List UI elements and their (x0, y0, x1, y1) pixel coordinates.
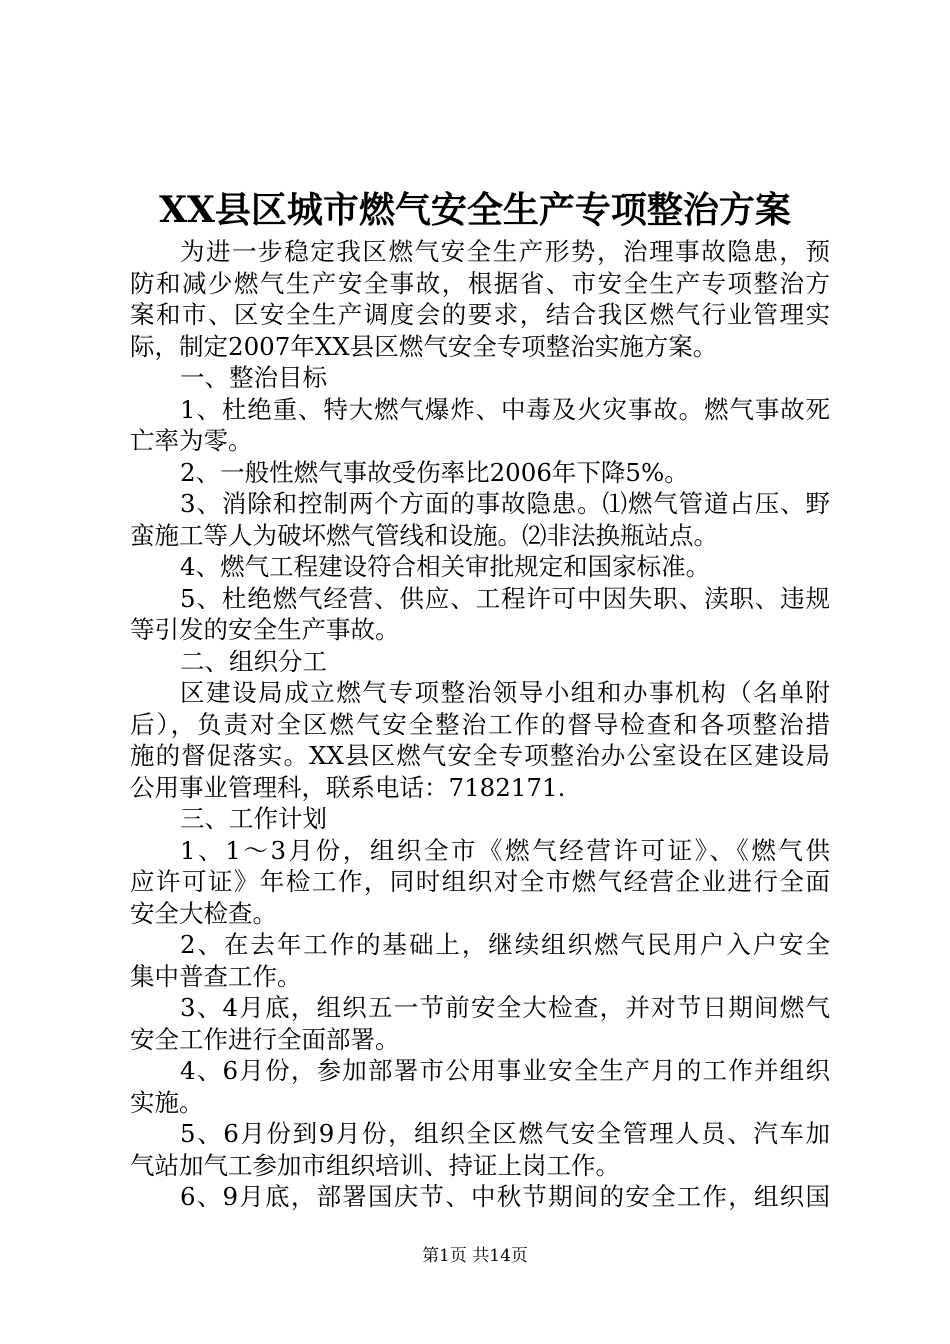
text-line: 区建设局成立燃气专项整治领导小组和办事机构（名单附 (180, 678, 830, 707)
text-line: 公用事业管理科，联系电话：7182171. (130, 772, 566, 802)
page-number-footer: 第1页 共14页 (422, 1246, 528, 1266)
text-line: 实施。 (130, 1087, 204, 1117)
document-body (130, 236, 830, 1213)
text-line: 6、9月底，部署国庆节、中秋节期间的安全工作，组织国 (180, 1182, 830, 1211)
text-line: 5、杜绝燃气经营、供应、工程许可中因失职、渎职、违规 (180, 583, 830, 613)
text-line: 4、燃气工程建设符合相关审批规定和国家标准。 (180, 552, 711, 581)
text-line: 安全大检查。 (130, 898, 277, 928)
text-line: 5、6月份到9月份，组织全区燃气安全管理人员、汽车加 (180, 1119, 830, 1148)
document-title: XX县区城市燃气安全生产专项整治方案 (159, 189, 791, 231)
text-line: 亡率为零。 (130, 426, 253, 455)
text-line: 后），负责对全区燃气安全整治工作的督导检查和各项整治措 (130, 709, 830, 739)
text-line: 2、一般性燃气事故受伤率比2006年下降5%。 (180, 457, 689, 487)
text-line: 防和减少燃气生产安全事故，根据省、市安全生产专项整治方 (130, 268, 830, 298)
text-line: 1、1～3月份，组织全市《燃气经营许可证》、《燃气供 (180, 835, 830, 865)
section-heading: 二、组织分工 (180, 646, 327, 676)
text-line: 4、6月份，参加部署市公用事业安全生产月的工作并组织 (180, 1056, 830, 1085)
text-line: 气站加气工参加市组织培训、持证上岗工作。 (130, 1150, 620, 1180)
text-line: 3、消除和控制两个方面的事故隐患。⑴燃气管道占压、野 (180, 489, 830, 518)
text-line: 集中普查工作。 (130, 961, 302, 991)
text-line: 案和市、区安全生产调度会的要求，结合我区燃气行业管理实 (130, 300, 830, 329)
section-heading: 一、整治目标 (180, 363, 327, 392)
text-line: 等引发的安全生产事故。 (130, 615, 400, 644)
text-line: 施的督促落实。XX县区燃气安全专项整治办公室设在区建设局 (130, 741, 830, 770)
text-line: 1、杜绝重、特大燃气爆炸、中毒及火灾事故。燃气事故死 (180, 394, 830, 424)
text-line: 安全工作进行全面部署。 (130, 1024, 400, 1054)
text-line: 2、在去年工作的基础上，继续组织燃气民用户入户安全 (180, 930, 830, 959)
text-line: 蛮施工等人为破坏燃气管线和设施。⑵非法换瓶站点。 (130, 520, 718, 550)
text-line: 为进一步稳定我区燃气安全生产形势，治理事故隐患，预 (180, 237, 830, 266)
text-line: 际，制定2007年XX县区燃气安全专项整治实施方案。 (130, 331, 718, 361)
section-heading: 三、工作计划 (180, 804, 327, 833)
text-line: 应许可证》年检工作，同时组织对全市燃气经营企业进行全面 (130, 867, 830, 896)
text-line: 3、4月底，组织五一节前安全大检查，并对节日期间燃气 (180, 993, 830, 1022)
